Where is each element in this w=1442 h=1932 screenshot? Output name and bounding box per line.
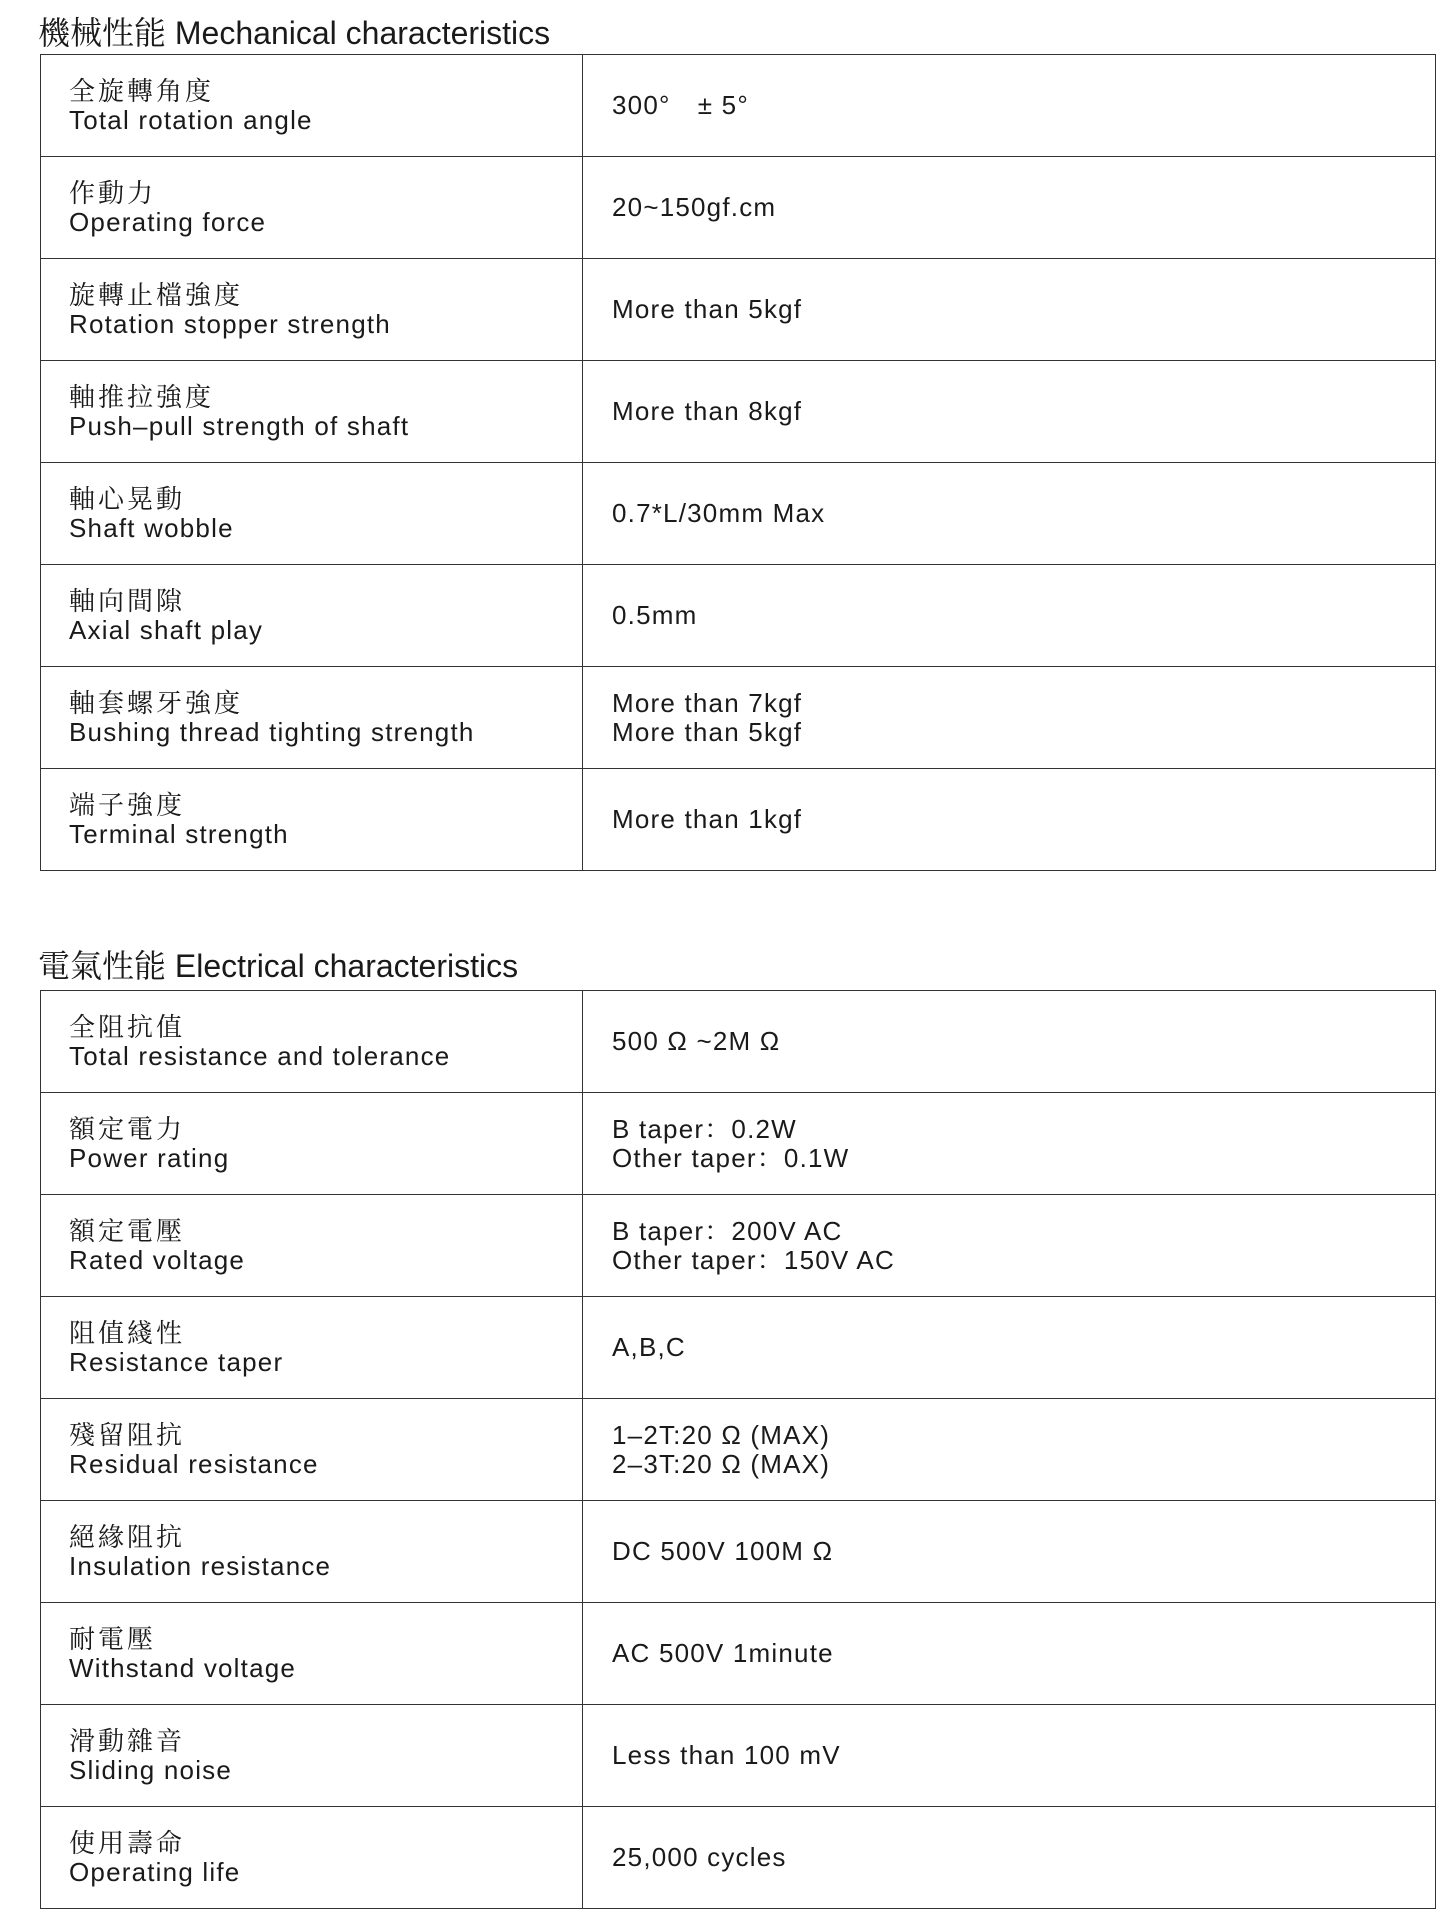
spec-label-zh: 絕緣阻抗 — [69, 1521, 186, 1552]
spec-label-zh: 滑動雜音 — [69, 1725, 186, 1756]
spec-label-zh: 軸向間隙 — [69, 585, 186, 616]
spec-label-cell — [41, 55, 583, 157]
spec-row — [41, 1297, 1436, 1399]
spec-label-en: Power rating — [69, 1142, 230, 1173]
spec-row — [41, 1501, 1436, 1603]
spec-row — [41, 667, 1436, 769]
spec-value-cell — [583, 361, 1436, 463]
spec-value-cell — [583, 259, 1436, 361]
spec-label-zh: 額定電壓 — [69, 1215, 186, 1246]
spec-value-cell — [583, 1501, 1436, 1603]
spec-value-cell — [583, 1705, 1436, 1807]
electrical-table-body — [41, 991, 1436, 1909]
spec-label-cell — [41, 1807, 583, 1909]
spec-value-cell — [583, 565, 1436, 667]
spec-value: Other taper：150V AC — [612, 1244, 895, 1275]
spec-value: 2–3T:20 Ω (MAX) — [612, 1448, 831, 1479]
spec-value: More than 8kgf — [612, 396, 803, 426]
spec-value: More than 1kgf — [612, 804, 803, 834]
spec-label-en: Operating force — [69, 206, 267, 237]
spec-row — [41, 565, 1436, 667]
spec-value: 300° ± 5° — [612, 90, 749, 120]
spec-label-zh: 使用壽命 — [69, 1827, 186, 1858]
spec-label-zh: 全阻抗值 — [69, 1011, 186, 1042]
spec-label-cell — [41, 1195, 583, 1297]
spec-value-cell — [583, 1399, 1436, 1501]
spec-value-cell — [583, 463, 1436, 565]
spec-label-cell — [41, 991, 583, 1093]
spec-label-cell — [41, 361, 583, 463]
spec-label-en: Terminal strength — [69, 818, 289, 849]
spec-value: 0.5mm — [612, 600, 698, 630]
mechanical-table-body — [41, 55, 1436, 871]
spec-value-cell — [583, 1297, 1436, 1399]
spec-value: B taper：0.2W — [612, 1113, 797, 1144]
spec-label-cell — [41, 1093, 583, 1195]
spec-row — [41, 157, 1436, 259]
spec-label-en: Rotation stopper strength — [69, 308, 391, 339]
spec-value: DC 500V 100M Ω — [612, 1536, 834, 1566]
spec-label-en: Total rotation angle — [69, 104, 313, 135]
spec-value: More than 5kgf — [612, 294, 803, 324]
mechanical-table — [40, 54, 1436, 871]
spec-label-cell — [41, 1399, 583, 1501]
electrical-table — [40, 990, 1436, 1909]
spec-label-cell — [41, 769, 583, 871]
spec-row — [41, 1603, 1436, 1705]
spec-label-cell — [41, 667, 583, 769]
spec-label-zh: 軸套螺牙強度 — [69, 687, 244, 718]
spec-value-cell — [583, 55, 1436, 157]
spec-row — [41, 361, 1436, 463]
spec-row — [41, 1705, 1436, 1807]
spec-value-cell — [583, 1603, 1436, 1705]
spec-value: Other taper：0.1W — [612, 1142, 850, 1173]
spec-value: Less than 100 mV — [612, 1740, 841, 1770]
spec-value-cell — [583, 1093, 1436, 1195]
spec-row — [41, 991, 1436, 1093]
spec-label-en: Total resistance and tolerance — [69, 1040, 451, 1071]
spec-label-en: Axial shaft play — [69, 614, 264, 645]
spec-value: 20~150gf.cm — [612, 192, 777, 222]
spec-value-cell — [583, 157, 1436, 259]
spec-label-zh: 端子強度 — [69, 789, 186, 820]
spec-value-cell — [583, 667, 1436, 769]
spec-label-zh: 軸推拉強度 — [69, 381, 215, 412]
spec-row — [41, 1399, 1436, 1501]
spec-label-cell — [41, 565, 583, 667]
spec-label-en: Resistance taper — [69, 1346, 284, 1377]
spec-label-cell — [41, 259, 583, 361]
spec-label-en: Sliding noise — [69, 1754, 233, 1785]
spec-label-en: Insulation resistance — [69, 1550, 332, 1581]
spec-value: 500 Ω ~2M Ω — [612, 1026, 781, 1056]
spec-label-zh: 額定電力 — [69, 1113, 186, 1144]
spec-label-zh: 殘留阻抗 — [69, 1419, 186, 1450]
spec-row — [41, 1195, 1436, 1297]
electrical-section-title: 電氣性能 Electrical characteristics — [38, 948, 519, 984]
spec-row — [41, 55, 1436, 157]
spec-label-en: Operating life — [69, 1856, 241, 1887]
spec-label-en: Rated voltage — [69, 1244, 246, 1275]
spec-label-zh: 旋轉止檔強度 — [69, 279, 244, 310]
spec-label-zh: 全旋轉角度 — [69, 75, 215, 106]
spec-value: B taper：200V AC — [612, 1215, 843, 1246]
spec-value: 1–2T:20 Ω (MAX) — [612, 1419, 831, 1450]
spec-label-cell — [41, 157, 583, 259]
spec-row — [41, 259, 1436, 361]
spec-label-cell — [41, 463, 583, 565]
spec-value: AC 500V 1minute — [612, 1638, 834, 1668]
spec-label-cell — [41, 1297, 583, 1399]
spec-row — [41, 1807, 1436, 1909]
spec-label-zh: 耐電壓 — [69, 1623, 157, 1654]
spec-value: More than 7kgf — [612, 687, 803, 718]
spec-label-en: Residual resistance — [69, 1448, 319, 1479]
spec-value: More than 5kgf — [612, 716, 803, 747]
spec-label-zh: 作動力 — [69, 177, 157, 208]
spec-label-cell — [41, 1603, 583, 1705]
spec-value-cell — [583, 769, 1436, 871]
spec-label-en: Bushing thread tighting strength — [69, 716, 475, 747]
spec-label-en: Push–pull strength of shaft — [69, 410, 410, 441]
spec-label-zh: 軸心晃動 — [69, 483, 186, 514]
spec-value: A,B,C — [612, 1332, 686, 1362]
spec-row — [41, 1093, 1436, 1195]
spec-value: 0.7*L/30mm Max — [612, 498, 826, 528]
spec-value-cell — [583, 1807, 1436, 1909]
mechanical-section-title: 機械性能 Mechanical characteristics — [38, 15, 551, 51]
spec-label-cell — [41, 1501, 583, 1603]
spec-value: 25,000 cycles — [612, 1842, 787, 1872]
spec-row — [41, 463, 1436, 565]
spec-row — [41, 769, 1436, 871]
spec-label-zh: 阻值綫性 — [69, 1317, 186, 1348]
spec-value-cell — [583, 1195, 1436, 1297]
spec-value-cell — [583, 991, 1436, 1093]
spec-label-en: Shaft wobble — [69, 512, 234, 543]
spec-label-cell — [41, 1705, 583, 1807]
spec-label-en: Withstand voltage — [69, 1652, 297, 1683]
